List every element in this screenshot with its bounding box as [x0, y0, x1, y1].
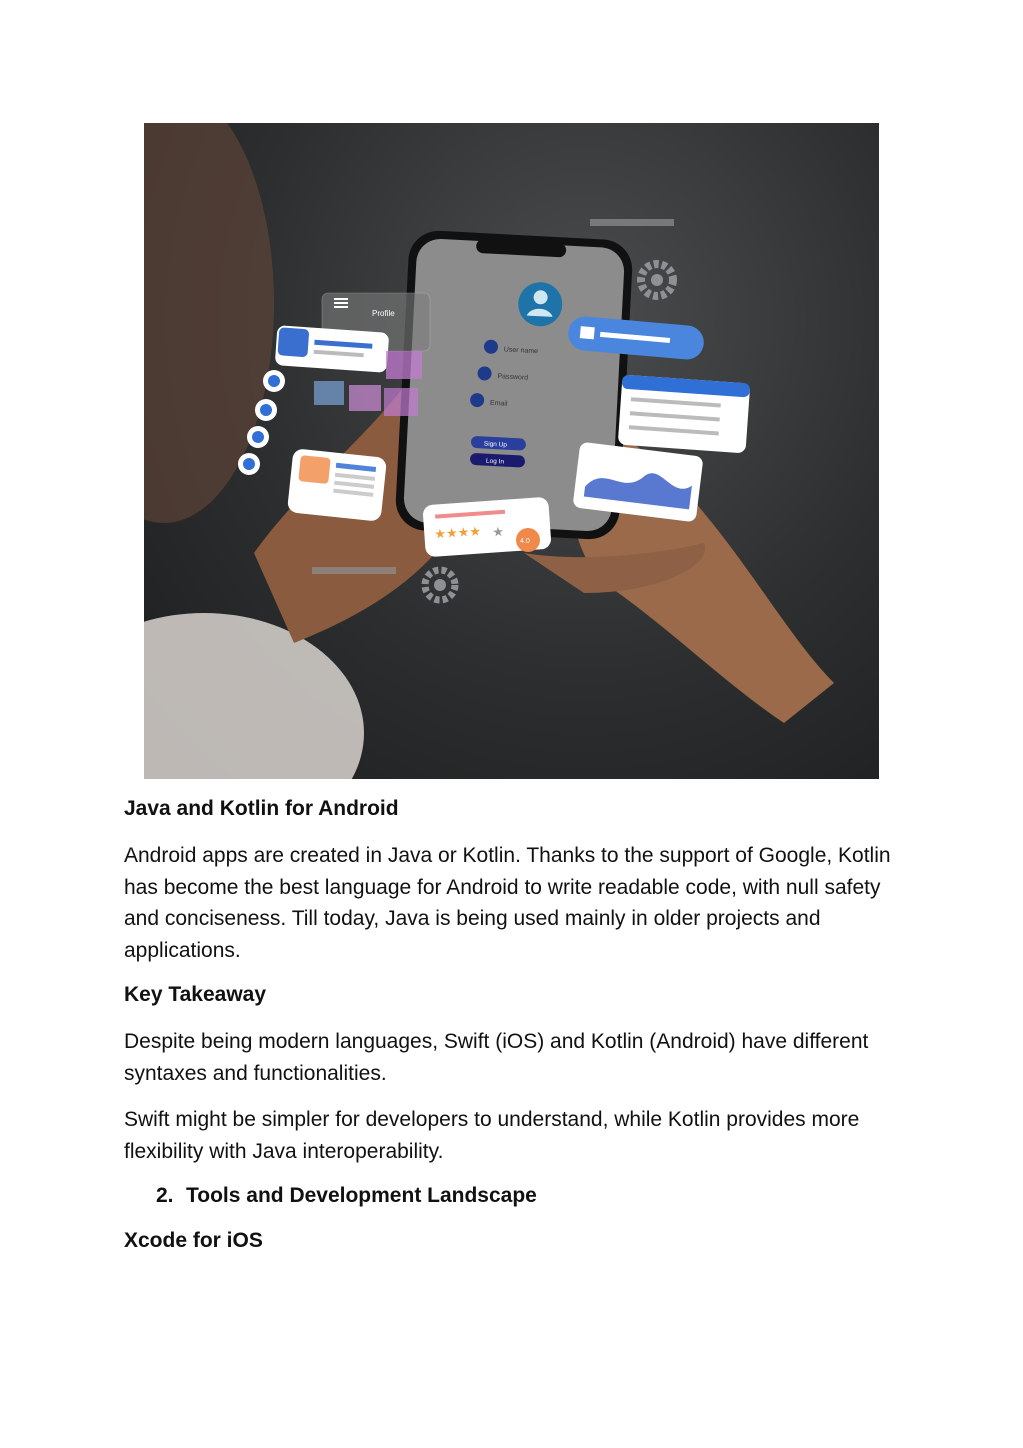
gear-icon — [425, 570, 455, 600]
list-number: 2. — [156, 1184, 174, 1207]
svg-text:★: ★ — [491, 524, 505, 541]
heading-xcode: Xcode for iOS — [124, 1229, 263, 1252]
list-text: Tools and Development Landscape — [186, 1184, 537, 1207]
paragraph-languages-differ: Despite being modern languages, Swift (iOS) and Kotlin (Android) have different syntaxes and functionalities. — [124, 1030, 869, 1085]
profile-panel-title: Profile — [372, 309, 395, 318]
gear-icon — [641, 264, 673, 296]
rating-badge: 4.0 — [520, 538, 530, 545]
paragraph-android-apps: Android apps are created in Java or Kotlin. Thanks to the support of Google, Kotlin has become the best language for Android to write readable code, with null safety and conciseness. Till today, Java is being used mainly in older projects and applications. — [124, 844, 891, 962]
phone-field-email: Email — [489, 399, 508, 408]
hero-image — [144, 123, 879, 779]
phone-field-password: Password — [497, 373, 529, 382]
phone-field-username: User name — [503, 346, 539, 356]
phone-login-button: Log In — [485, 457, 505, 466]
svg-text:★★★★: ★★★★ — [433, 524, 482, 543]
paragraph-swift-vs-kotlin: Swift might be simpler for developers to understand, while Kotlin provides more flexibility with Java interoperability. — [124, 1108, 860, 1163]
article-body — [124, 795, 904, 1272]
phone-signup-button: Sign Up — [483, 440, 508, 449]
heading-java-kotlin: Java and Kotlin for Android — [124, 797, 399, 820]
heading-key-takeaway: Key Takeaway — [124, 983, 267, 1006]
numbered-heading-tools — [156, 1182, 904, 1210]
